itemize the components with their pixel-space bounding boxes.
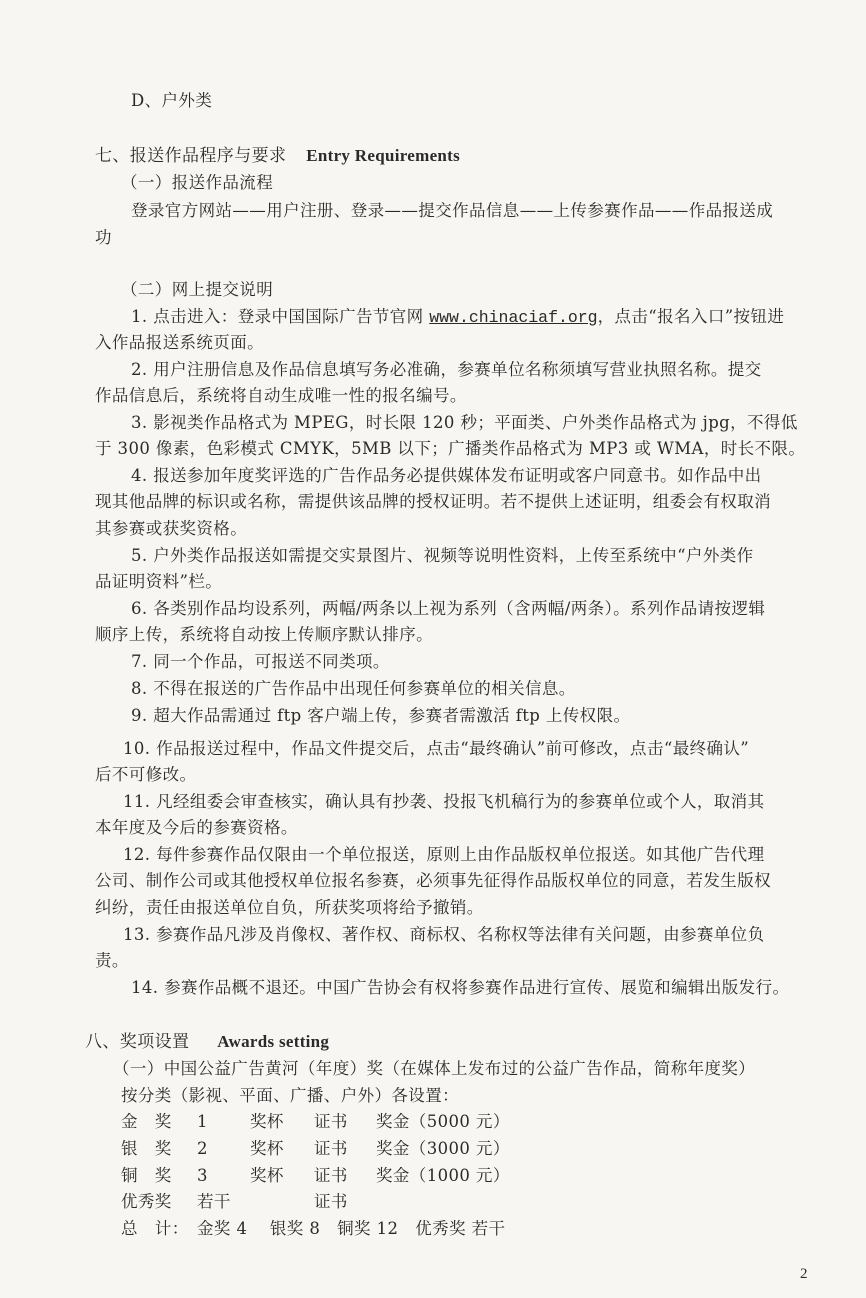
award-name: 金 奖 — [121, 1112, 172, 1131]
item-2-line-2: 作品信息后，系统将自动生成唯一性的报名编号。 — [95, 386, 467, 405]
total-label: 总 计： — [121, 1219, 189, 1238]
award-name: 银 奖 — [121, 1139, 172, 1158]
website-link[interactable]: www.chinaciaf.org — [429, 308, 598, 327]
item-8: 8. 不得在报送的广告作品中出现任何参赛单位的相关信息。 — [131, 679, 576, 698]
item-4-line-3: 其参赛或获奖资格。 — [95, 519, 248, 538]
section-8-heading-en: Awards setting — [217, 1032, 330, 1051]
item-6-line-1: 6. 各类别作品均设系列，两幅/两条以上视为系列（含两幅/两条）。系列作品请按逻辑 — [131, 599, 766, 618]
category-outdoor: D、户外类 — [131, 91, 213, 110]
award-prize-money: 奖金（5000 元） — [376, 1112, 510, 1131]
item-1-line-2: 入作品报送系统页面。 — [95, 333, 264, 352]
award-trophy: 奖杯 — [250, 1139, 284, 1158]
flow-line-2: 功 — [95, 228, 112, 247]
item-4-line-1: 4. 报送参加年度奖评选的广告作品务必提供媒体发布证明或客户同意书。如作品中出 — [131, 466, 762, 485]
award-certificate: 证书 — [314, 1112, 348, 1131]
section-7-heading-en: Entry Requirements — [306, 146, 461, 165]
item-12-line-1: 12. 每件参赛作品仅限由一个单位报送，原则上由作品版权单位报送。如其他广告代理 — [123, 845, 765, 864]
item-4-line-2: 现其他品牌的标识或名称，需提供该品牌的授权证明。若不提供上述证明，组委会有权取消 — [95, 492, 771, 511]
award-count: 1 — [197, 1112, 208, 1131]
item-12-line-3: 纠纷，责任由报送单位自负，所获奖项将给予撤销。 — [95, 898, 484, 917]
item-7: 7. 同一个作品，可报送不同类项。 — [131, 652, 390, 671]
awards-intro: 按分类（影视、平面、广播、户外）各设置： — [121, 1086, 459, 1105]
award-certificate: 证书 — [314, 1166, 348, 1185]
award-prize-money: 奖金（1000 元） — [376, 1166, 510, 1185]
item-3-line-2: 于 300 像素，色彩模式 CMYK，5MB 以下；广播类作品格式为 MP3 或 WMA，时长不限。 — [95, 439, 806, 458]
flow-line-1: 登录官方网站——用户注册、登录——提交作品信息——上传参赛作品——作品报送成 — [131, 201, 774, 220]
award-count: 2 — [197, 1139, 208, 1158]
award-certificate: 证书 — [314, 1139, 348, 1158]
award-certificate: 证书 — [314, 1192, 348, 1211]
item-1-line-1 — [131, 305, 784, 330]
award-name: 铜 奖 — [121, 1166, 172, 1185]
award-count: 3 — [197, 1166, 208, 1185]
section-8-heading — [85, 1030, 329, 1054]
item-14: 14. 参赛作品概不退还。中国广告协会有权将参赛作品进行宣传、展览和编辑出版发行。 — [131, 978, 790, 997]
award-count: 若干 — [197, 1192, 231, 1211]
section-8-heading-cn: 八、奖项设置 — [85, 1032, 190, 1052]
section-7-sub1: （一）报送作品流程 — [121, 173, 274, 192]
section-8-sub1: （一）中国公益广告黄河（年度）奖（在媒体上发布过的公益广告作品，简称年度奖） — [113, 1059, 756, 1078]
item-11-line-2: 本年度及今后的参赛资格。 — [95, 818, 298, 837]
item-9: 9. 超大作品需通过 ftp 客户端上传，参赛者需激活 ftp 上传权限。 — [131, 706, 631, 725]
item-5-line-2: 品证明资料”栏。 — [95, 572, 223, 591]
item-10-line-1: 10. 作品报送过程中，作品文件提交后，点击“最终确认”前可修改，点击“最终确认” — [123, 739, 750, 758]
item-13-line-1: 13. 参赛作品凡涉及肖像权、著作权、商标权、名称权等法律有关问题，由参赛单位负 — [123, 925, 765, 944]
item-12-line-2: 公司、制作公司或其他授权单位报名参赛，必须事先征得作品版权单位的同意，若发生版权 — [95, 871, 771, 890]
award-name: 优秀奖 — [121, 1192, 172, 1211]
award-prize-money: 奖金（3000 元） — [376, 1139, 510, 1158]
item-3-line-1: 3. 影视类作品格式为 MPEG，时长限 120 秒；平面类、户外类作品格式为 jpg，不得低 — [131, 413, 798, 432]
item-10-line-2: 后不可修改。 — [95, 765, 197, 784]
item-2-line-1: 2. 用户注册信息及作品信息填写务必准确，参赛单位名称须填写营业执照名称。提交 — [131, 360, 762, 379]
award-trophy: 奖杯 — [250, 1166, 284, 1185]
total-value: 金奖 4 银奖 8 铜奖 12 优秀奖 若干 — [197, 1219, 506, 1238]
item-5-line-1: 5. 户外类作品报送如需提交实景图片、视频等说明性资料，上传至系统中“户外类作 — [131, 546, 754, 565]
section-7-sub2: （二）网上提交说明 — [121, 280, 274, 299]
item-1-pre: 1. 点击进入：登录中国国际广告节官网 — [131, 307, 424, 326]
item-1-post: ，点击“报名入口”按钮进 — [597, 307, 785, 326]
section-7-heading-cn: 七、报送作品程序与要求 — [95, 146, 287, 166]
item-6-line-2: 顺序上传，系统将自动按上传顺序默认排序。 — [95, 625, 433, 644]
item-13-line-2: 责。 — [95, 951, 129, 970]
award-trophy: 奖杯 — [250, 1112, 284, 1131]
item-11-line-1: 11. 凡经组委会审查核实，确认具有抄袭、投报飞机稿行为的参赛单位或个人，取消其 — [123, 792, 765, 811]
page-number: 2 — [800, 1266, 808, 1282]
section-7-heading — [95, 144, 460, 168]
